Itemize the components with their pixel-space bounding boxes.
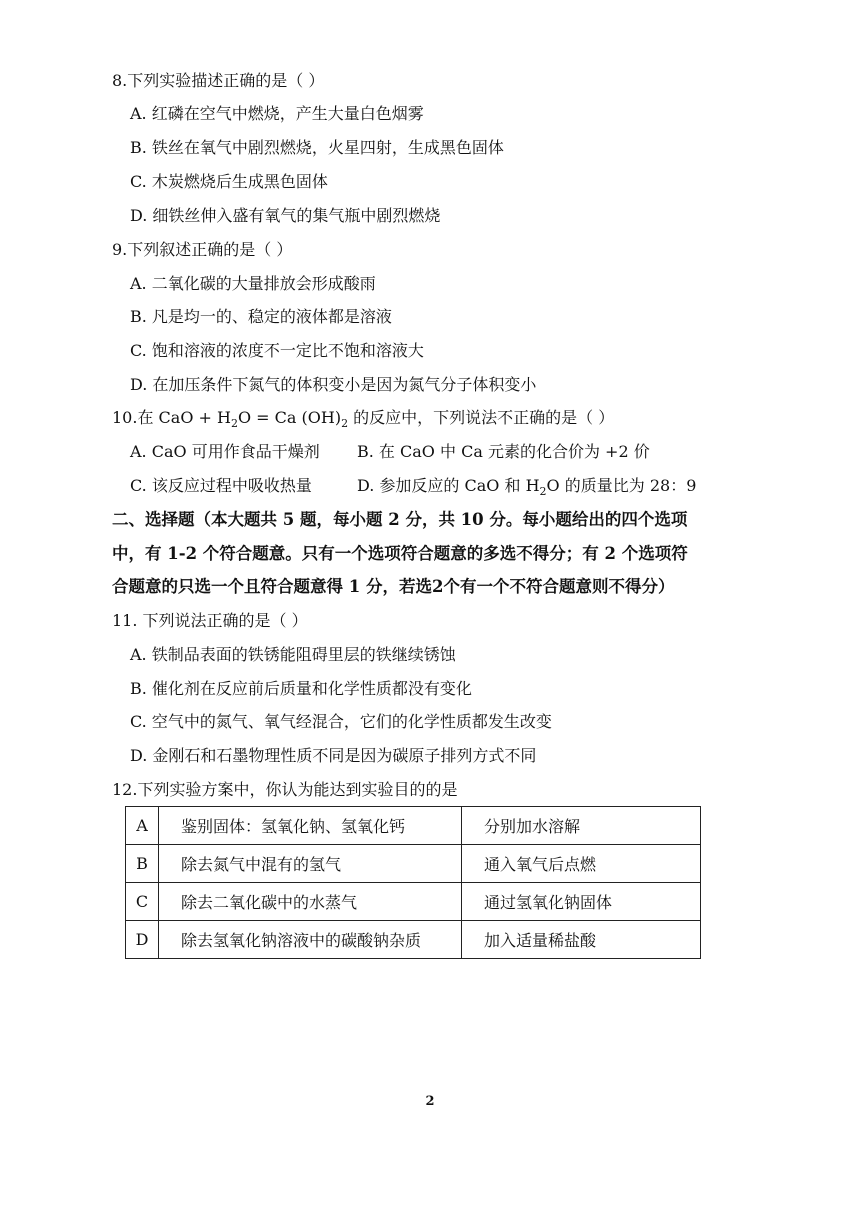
q10-option-d [357,475,696,497]
q11-stem: 11. 下列说法正确的是（ ） [112,611,308,630]
q8-stem: 8.下列实验描述正确的是（ ） [112,71,325,90]
q9-option-c: C. 饱和溶液的浓度不一定比不饱和溶液大 [130,341,424,360]
row-method: 分别加水溶解 [462,807,701,845]
q12-stem: 12.下列实验方案中，你认为能达到实验目的的是 [112,780,458,799]
q10-option-d-suffix: O 的质量比为 28：9 [546,476,697,495]
table-row [126,883,701,921]
row-method: 通过氢氧化钠固体 [462,883,701,921]
row-method: 加入适量稀盐酸 [462,921,701,959]
q8-option-d: D. 细铁丝伸入盛有氧气的集气瓶中剧烈燃烧 [130,206,441,225]
row-key: A [126,807,159,845]
q10-option-c: C. 该反应过程中吸收热量 [130,476,312,495]
q9-option-b: B. 凡是均一的、稳定的液体都是溶液 [130,307,392,326]
q8-option-b: B. 铁丝在氧气中剧烈燃烧，火星四射，生成黑色固体 [130,138,504,157]
q11-option-b: B. 催化剂在反应前后质量和化学性质都没有变化 [130,679,472,698]
table-row [126,921,701,959]
q10-option-b: B. 在 CaO 中 Ca 元素的化合价为 +2 价 [357,442,650,461]
section-2-line-1: 二、选择题（本大题共 5 题，每小题 2 分，共 10 分。每小题给出的四个选项 [112,510,688,529]
row-goal: 鉴别固体：氢氧化钠、氢氧化钙 [159,807,462,845]
table-row [126,807,701,845]
q10-stem-subscript-2: 2 [341,417,349,431]
q10-stem [112,407,614,429]
section-2-line-3: 合题意的只选一个且符合题意得 1 分，若选2个有一个不符合题意则不得分） [112,577,675,596]
q12-options-table [125,806,701,959]
q11-option-d: D. 金刚石和石墨物理性质不同是因为碳原子排列方式不同 [130,746,537,765]
q8-option-a: A. 红磷在空气中燃烧，产生大量白色烟雾 [130,104,424,123]
q10-stem-prefix: 10.在 CaO + H [112,408,231,427]
row-goal: 除去二氧化碳中的水蒸气 [159,883,462,921]
section-2-line-2: 中，有 1-2 个符合题意。只有一个选项符合题意的多选不得分；有 2 个选项符 [112,544,688,563]
row-goal: 除去氢氧化钠溶液中的碳酸钠杂质 [159,921,462,959]
q9-option-d: D. 在加压条件下氮气的体积变小是因为氮气分子体积变小 [130,375,537,394]
row-key: D [126,921,159,959]
q10-option-d-subscript: 2 [539,485,547,499]
q10-stem-mid: O = Ca (OH) [237,408,342,427]
q9-option-a: A. 二氧化碳的大量排放会形成酸雨 [130,274,376,293]
q10-stem-suffix: 的反应中，下列说法不正确的是（ ） [348,408,615,427]
table-row [126,845,701,883]
q10-option-d-prefix: D. 参加反应的 CaO 和 H [357,476,540,495]
q10-option-a: A. CaO 可用作食品干燥剂 [130,442,320,461]
q10-stem-subscript-1: 2 [230,417,238,431]
row-method: 通入氧气后点燃 [462,845,701,883]
q9-stem: 9.下列叙述正确的是（ ） [112,240,293,259]
q11-option-a: A. 铁制品表面的铁锈能阻碍里层的铁继续锈蚀 [130,645,456,664]
q8-option-c: C. 木炭燃烧后生成黑色固体 [130,172,328,191]
row-key: B [126,845,159,883]
row-key: C [126,883,159,921]
q11-option-c: C. 空气中的氮气、氧气经混合，它们的化学性质都发生改变 [130,712,552,731]
page-number: 2 [425,1094,435,1109]
row-goal: 除去氮气中混有的氢气 [159,845,462,883]
